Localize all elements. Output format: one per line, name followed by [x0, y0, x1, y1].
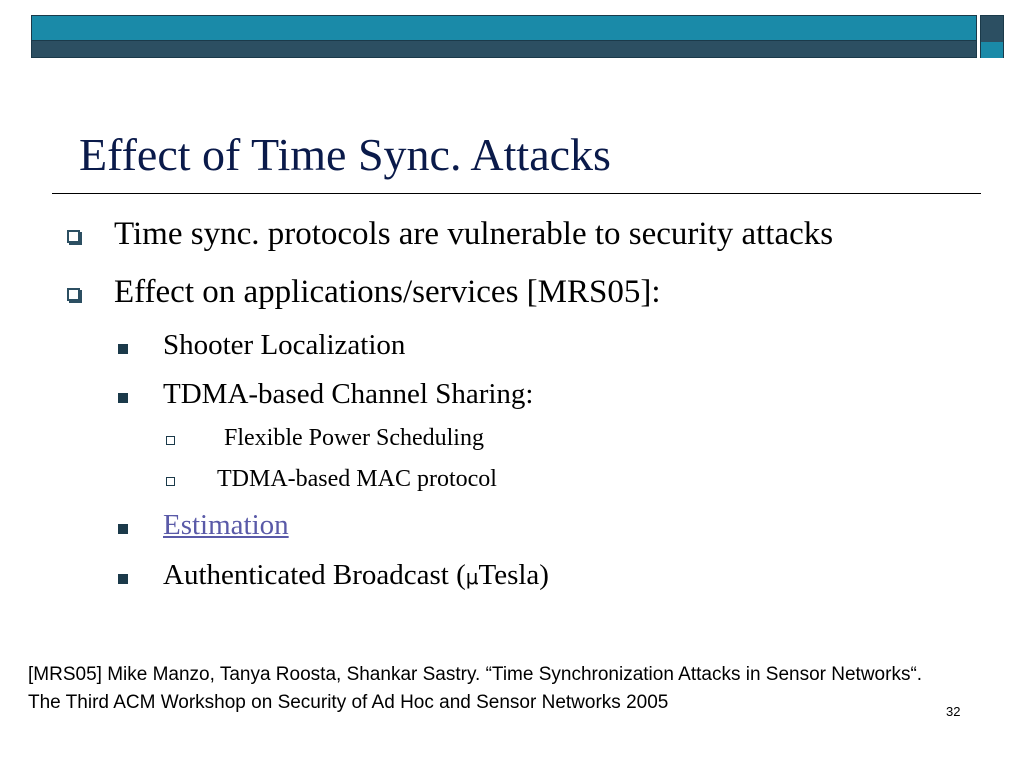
header-bar-top [31, 15, 977, 41]
hollow-small-square-bullet-icon [166, 477, 175, 486]
sub-sub-bullet-flexible-power-scheduling: Flexible Power Scheduling [218, 425, 484, 451]
square-bullet-icon [118, 524, 128, 534]
corner-box-top [981, 16, 1003, 42]
sub-bullet-shooter-localization: Shooter Localization [163, 329, 406, 361]
hollow-square-bullet-icon [67, 230, 80, 243]
square-bullet-icon [118, 574, 128, 584]
corner-box-bottom [981, 42, 1003, 58]
estimation-link[interactable]: Estimation [163, 509, 289, 541]
authenticated-broadcast-label: Authenticated Broadcast ( [163, 559, 466, 591]
header-bar-bottom [31, 41, 977, 58]
header-corner-box [980, 15, 1004, 58]
reference-citation: [MRS05] Mike Manzo, Tanya Roosta, Shankar Sastry. “Time Synchronization Attacks in Sensor Networks“. The Third ACM Workshop on Security of Ad Hoc and Sensor Networks 2005 [28, 664, 923, 713]
bullet-2: Effect on applications/services [MRS05]: [114, 274, 661, 310]
hollow-square-bullet-icon [67, 288, 80, 301]
title-divider [52, 193, 981, 194]
page-number: 32 [946, 704, 961, 719]
slide-title: Effect of Time Sync. Attacks [79, 129, 611, 180]
sub-bullet-tdma-channel-sharing: TDMA-based Channel Sharing: [163, 378, 534, 410]
tesla-label: Tesla) [478, 559, 549, 591]
bullet-1: Time sync. protocols are vulnerable to security attacks [114, 216, 834, 252]
square-bullet-icon [118, 393, 128, 403]
square-bullet-icon [118, 344, 128, 354]
hollow-small-square-bullet-icon [166, 436, 175, 445]
sub-sub-bullet-tdma-mac-protocol: TDMA-based MAC protocol [217, 466, 497, 492]
sub-bullet-authenticated-broadcast [163, 559, 549, 592]
mu-symbol: μ [465, 565, 479, 589]
